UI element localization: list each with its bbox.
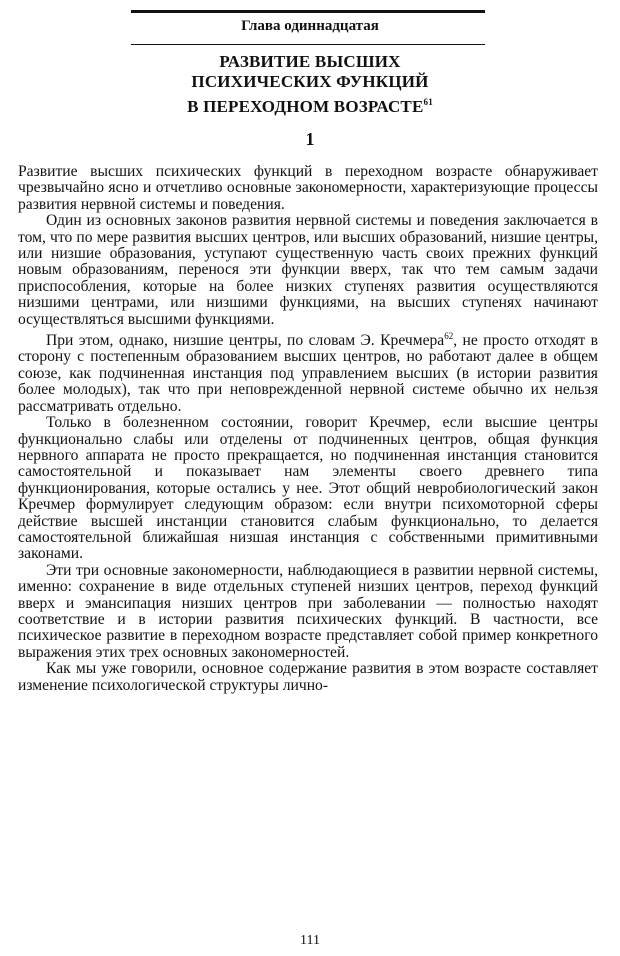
- paragraph-4: Только в болезненном состоянии, говорит Кречмер, если высшие центры функционально слабы или отделены от подчиненных центров, общая функция нервного аппарата не просто прекращается, но подчиненная инстанция становится самостоятельной и показывает нам элементы своего древнего типа функционирования, которые остались у нее. Этот общий невробиологический закон Кречмер формулирует следующим образом: если внутри психомоторной сферы действие высшей инстанции становится слабым функционально, то делается самостоятельной ближайшая низшая инстанция с собственными примитивными законами.: [18, 414, 598, 563]
- paragraph-3-end: , не просто отходят в сторону с постепенным образованием высших центров, но работают далее в общем союзе, как подчиненная инстанция под управлением высших (в истории развития более молодых), так что при неповрежденной нервной системе обычно их нельзя рассматривать отдельно.: [18, 332, 598, 415]
- paragraph-2: Один из основных законов развития нервной системы и поведения заключается в том, что по мере развития высших центров, или высших образований, низшие центры, или низшие образования, уступают существенную часть своих прежних функций новым образованиям, перенося эти функции вверх, так что тем самым задачи приспособления, которые на более низких ступенях развития осуществляются низшими центрами, или низшими функциями, на высших ступенях начинают осуществляться высшими функциями.: [18, 212, 598, 328]
- footnote-ref-62: 62: [444, 331, 454, 342]
- heading-rule: [131, 44, 485, 45]
- title-footnote-ref: 61: [423, 97, 433, 107]
- paragraph-5: Эти три основные закономерности, наблюдающиеся в развитии нервной системы, именно: сохранение в виде отдельных ступеней низших центров, переход функций вверх и эмансипация низших центров при заболевании — полностью находят соответствие и в истории развития психических функций. В частности, все психическое развитие в переходном возрасте представляет собой пример конкретного выражения этих трех основных закономерностей.: [18, 561, 598, 661]
- paragraph-3-start: При этом, однако, низшие центры, по словам Э. Кречмера: [46, 332, 445, 350]
- paragraph-1: Развитие высших психических функций в переходном возрасте обнаруживает чрезвычайно ясно и отчетливо основные закономерности, характеризующие процессы развития нервной системы и поведения.: [18, 163, 598, 213]
- section-number: 1: [305, 129, 315, 149]
- body-text: [18, 164, 598, 694]
- paragraph-3: [18, 328, 598, 415]
- title-line-1: РАЗВИТИЕ ВЫСШИХ: [219, 52, 401, 71]
- page-number: 111: [300, 933, 320, 948]
- chapter-title: [0, 52, 620, 117]
- title-line-3: [0, 92, 620, 117]
- paragraph-6: Как мы уже говорили, основное содержание развития в этом возрасте составляет изменение психологической структуры лично-: [18, 660, 598, 694]
- chapter-heading: Глава одиннадцатая: [241, 18, 379, 34]
- title-line-2: ПСИХИЧЕСКИХ ФУНКЦИЙ: [191, 72, 429, 91]
- top-rule: [131, 10, 485, 13]
- title-line-3-text: В ПЕРЕХОДНОМ ВОЗРАСТЕ: [187, 97, 424, 116]
